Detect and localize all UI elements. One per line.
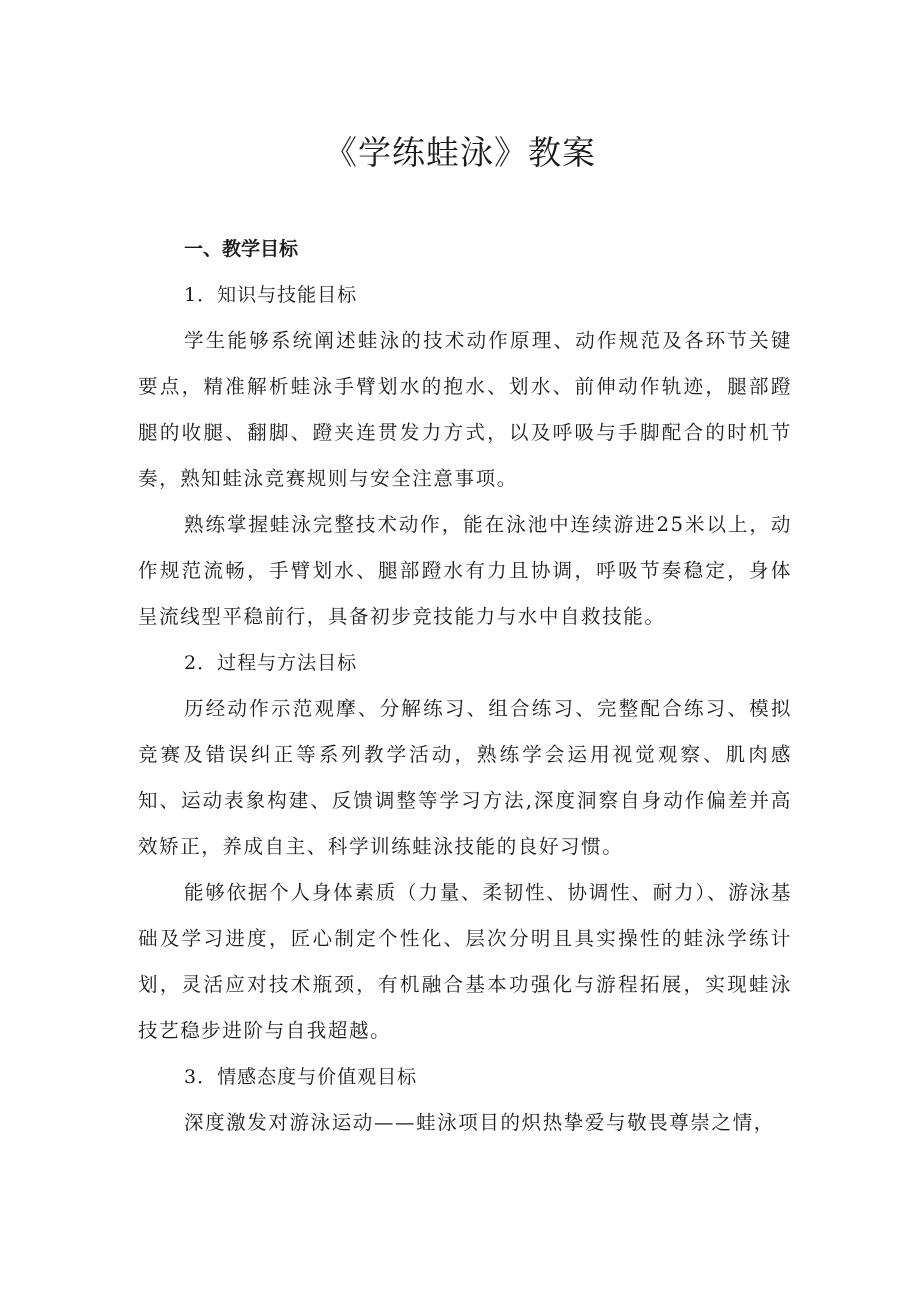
document-body — [138, 226, 792, 1146]
subheading-knowledge-skills: 1．知识与技能目标 — [184, 284, 358, 306]
paragraph: 历经动作示范观摩、分解练习、组合练习、完整配合练习、模拟竞赛及错误纠正等系列教学活动，熟练学会运用视觉观察、肌肉感知、运动表象构建、反馈调整等学习方法,深度洞察自身动作偏差并高效矫正，养成自主、科学训练蛙泳技能的良好习惯。 — [138, 697, 792, 858]
paragraph: 学生能够系统阐述蛙泳的技术动作原理、动作规范及各环节关键要点，精准解析蛙泳手臂划水的抱水、划水、前伸动作轨迹，腿部蹬腿的收腿、翻脚、蹬夹连贯发力方式，以及呼吸与手脚配合的时机节奏，熟知蛙泳竞赛规则与安全注意事项。 — [138, 329, 792, 490]
paragraph: 能够依据个人身体素质（力量、柔韧性、协调性、耐力）、游泳基础及学习进度，匠心制定个性化、层次分明且具实操性的蛙泳学练计划，灵活应对技术瓶颈，有机融合基本功强化与游程拓展，实现蛙泳技艺稳步进阶与自我超越。 — [138, 881, 792, 1042]
section-heading-teaching-goals: 一、教学目标 — [184, 238, 299, 260]
subheading-process-methods: 2．过程与方法目标 — [184, 652, 358, 674]
document-title: 《学练蛙泳》教案 — [324, 133, 596, 172]
subheading-emotion-values: 3．情感态度与价值观目标 — [184, 1066, 418, 1088]
paragraph: 熟练掌握蛙泳完整技术动作，能在泳池中连续游进25米以上，动作规范流畅，手臂划水、腿部蹬水有力且协调，呼吸节奏稳定，身体呈流线型平稳前行，具备初步竞技能力与水中自救技能。 — [138, 513, 792, 628]
paragraph: 深度激发对游泳运动——蛙泳项目的炽热挚爱与敬畏尊崇之情， — [184, 1111, 775, 1134]
